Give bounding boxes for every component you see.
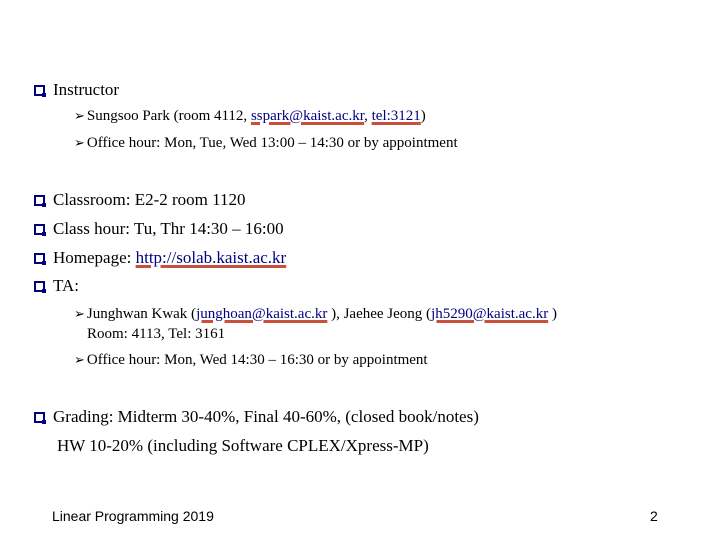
ta-room-text: Room: 4113, Tel: 3161 bbox=[87, 326, 226, 342]
ta-line-post: ) bbox=[548, 306, 557, 322]
class-hour-text: Class hour: Tu, Thr 14:30 – 16:00 bbox=[53, 219, 284, 238]
ta-office-hour-row bbox=[74, 351, 428, 370]
ta-email-1-link[interactable]: junghoan@kaist.ac.kr bbox=[196, 306, 328, 322]
ta-office-hour: Office hour: Mon, Wed 14:30 – 16:30 or by appointment bbox=[86, 352, 428, 368]
instructor-heading-row bbox=[34, 80, 119, 100]
ta-line-mid: ), Jaehee Jeong ( bbox=[327, 306, 432, 322]
instructor-contact-row bbox=[74, 107, 426, 126]
classroom-text: Classroom: E2-2 room 1120 bbox=[53, 190, 246, 209]
grading-row-2 bbox=[57, 436, 429, 456]
instructor-line-sep: , bbox=[364, 108, 372, 124]
instructor-office-hour: Office hour: Mon, Tue, Wed 13:00 – 14:30 or by appointment bbox=[86, 135, 458, 151]
checkbox-bullet-icon bbox=[34, 224, 45, 235]
footer-course-title: Linear Programming 2019 bbox=[52, 508, 214, 524]
arrow-bullet-icon: ➢ bbox=[74, 109, 85, 124]
ta-email-2-link[interactable]: jh5290@kaist.ac.kr bbox=[431, 306, 549, 322]
checkbox-bullet-icon bbox=[34, 412, 45, 423]
grading-row bbox=[34, 407, 479, 427]
instructor-line-post: ) bbox=[420, 108, 426, 124]
checkbox-bullet-icon bbox=[34, 281, 45, 292]
ta-heading-row bbox=[34, 276, 79, 296]
arrow-bullet-icon: ➢ bbox=[74, 353, 85, 368]
instructor-line-pre: Sungsoo Park (room 4112, bbox=[86, 108, 251, 124]
ta-line-pre: Junghwan Kwak ( bbox=[86, 306, 197, 322]
ta-heading: TA: bbox=[53, 276, 80, 295]
classroom-row bbox=[34, 190, 246, 210]
checkbox-bullet-icon bbox=[34, 85, 45, 96]
page-number: 2 bbox=[650, 508, 658, 524]
checkbox-bullet-icon bbox=[34, 195, 45, 206]
grading-line-2: HW 10-20% (including Software CPLEX/Xpress-MP) bbox=[57, 436, 429, 455]
ta-room-row bbox=[87, 325, 225, 343]
instructor-email-link[interactable]: sspark@kaist.ac.kr bbox=[250, 108, 365, 124]
instructor-heading: Instructor bbox=[53, 80, 120, 99]
homepage-label: Homepage: bbox=[53, 248, 136, 267]
checkbox-bullet-icon bbox=[34, 253, 45, 264]
instructor-tel-link[interactable]: tel:3121 bbox=[371, 108, 421, 124]
homepage-row bbox=[34, 248, 286, 268]
ta-contact-row bbox=[74, 305, 557, 324]
homepage-link[interactable]: http://solab.kaist.ac.kr bbox=[135, 248, 287, 267]
arrow-bullet-icon: ➢ bbox=[74, 136, 85, 151]
arrow-bullet-icon: ➢ bbox=[74, 307, 85, 322]
grading-line-1: Grading: Midterm 30-40%, Final 40-60%, (closed book/notes) bbox=[53, 407, 479, 426]
instructor-office-hour-row bbox=[74, 134, 458, 153]
class-hour-row bbox=[34, 219, 284, 239]
